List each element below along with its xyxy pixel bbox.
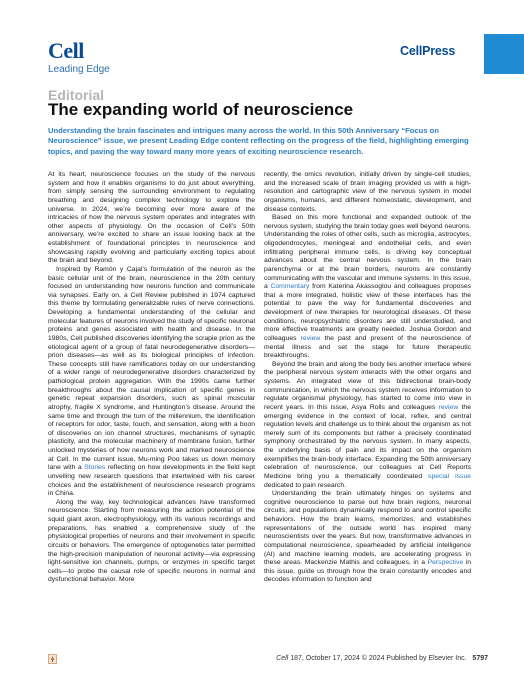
corner-tab	[484, 34, 524, 74]
paragraph: At its heart, neuroscience focuses on the study of the nervous system and how it enables organisms to do just about everything, from simply sensing the surrounding environment to regulating breathing and designing complex technology to explore the universe. In 2024, we’re becoming ever more aware of the intricacies of how the nervous system operates and integrates with other aspects of physiology. On the occasion of Cell’s 50th anniversary, we’re excited to share an issue looking back at the establishment of foundational principles in neuroscience and showcasing rapidly evolving and particularly exciting topics about the brain and beyond.	[48, 171, 255, 265]
paragraph-text: Understanding the brain ultimately hinges on systems and cognitive neuroscience to parse out how brain regions, neuronal circuits, and populations dynamically respond to and control specific behaviors. How the brain learns, memorizes, and establishes representations of the outside world has inspired many neuroscientists over the years. But now, transformative advances in computational neuroscience, spearheaded by artificial intelligence (AI) and machine learning models, are accelerating progress in these areas. Mackenzie Mathis and colleagues, in a	[264, 490, 471, 567]
paragraph-text: in this issue, guide us through how the brain constantly encodes and decodes information to function and	[264, 559, 472, 584]
review-link[interactable]: review	[438, 403, 459, 411]
paragraph	[264, 214, 471, 361]
commentary-link[interactable]: Commentary	[270, 283, 310, 291]
paragraph	[264, 490, 471, 585]
paragraph-text: dedicated to pain research.	[264, 481, 346, 489]
article-kicker: Editorial	[48, 87, 105, 103]
paragraph-text: Based on this more functional and expanded outlook of the nervous system, studying the brain today goes well beyond neurons. Understanding the roles of other cells, such as microglia, astrocytes, oligodendrocytes, meningeal and endothelial cells, and even infiltrating peripheral immune cells, is driving key conceptual advances about the central nervous system. In the brain parenchyma or at the brain borders, neurons are constantly communicating with the vascular and immune systems. In this issue, a	[264, 214, 471, 291]
left-column	[48, 171, 255, 585]
review-link[interactable]: review	[300, 334, 321, 342]
article-title: The expanding world of neuroscience	[48, 100, 354, 119]
section-label: Leading Edge	[48, 64, 110, 75]
journal-logo: Cell	[48, 38, 84, 63]
special-issue-link[interactable]: special issue	[428, 472, 471, 480]
paragraph	[48, 266, 255, 499]
paragraph-text: reflecting on how developments in the field kept unveiling new research questions that intertwined with his career choices and the establishment of neuroscience research programs in China.	[48, 464, 255, 498]
page-number: 5797	[472, 655, 488, 662]
publisher-logo: CellPress	[400, 44, 456, 58]
paragraph-text: from Katerina Akassoglou and colleagues proposes that a more integrated, holistic view of these interfaces has the potential to pave the way for fundamental discoveries and development of new therapies for neurological diseases. Of these conditions, neuropsychiatric disorders are still understudied, and more effective treatments are greatly needed. Joshua Gordon and colleagues	[264, 283, 472, 342]
paragraph: Along the way, key technological advances have transformed neuroscience. Starting from measuring the action potential of the squid giant axon, electrophysiology, with its various recordings and preparations, has enabled a comprehensive study of the physiological properties of neurons and their involvement in specific circuits or behaviors. The emergence of optogenetics later permitted the high-precision manipulation of neuronal activity—via expressing light-sensitive ion channels, pumps, or enzymes in specific target cells—to probe the causal role of specific neurons in normal and dysfunctional behavior. More	[48, 498, 255, 584]
page-footer	[48, 654, 488, 666]
right-column	[264, 171, 471, 585]
page-citation	[276, 655, 488, 662]
paragraph: recently, the omics revolution, initially driven by single-cell studies, and the increased scale of brain imaging provided us with a high-resolution and cartographic view of the nervous system in model organisms, humans, and different homeostatic, development, and disease contexts.	[264, 171, 471, 213]
paragraph-text: the past and present of the neuroscience of mental illness and set the stage for future therapeutic breakthroughs.	[264, 334, 472, 360]
paragraph-text: Inspired by Ramón y Cajal’s formulation of the neuron as the basic cellular unit of the brain, neuroscience in the 20th century focused on understanding how neurons function and communicate via synapses. Early on, a Cell Review published in 1974 captured this theme by formulating generalizable rules of nerve connections. Developing a fundamental understanding of the cellular and molecular features of neurons involved the study of specific neuronal proteins and genes associated with health and disease. In the 1980s, Cell published discoveries identifying the scrapie prion as the etiological agent of a group of fatal neurodegenerative disorders—prion diseases—as well as its biological principles of infection. These concepts still have ramifications today on our understanding of a wider range of neurodegenerative disorders characterized by pathological protein aggregation. With the 1990s came further breakthroughs about the causal implication of specific genes in genetic repeat expansion disorders, such as spinal muscular atrophy, fragile X syndrome, and Huntington’s disease. Around the same time and through the turn of the millennium, the identification of receptors for odor, taste, touch, and sensation, along with a boon of discoveries on ion channel structures, mechanisms of synaptic plasticity, and the molecular machinery of membrane fusion, further unlocked mysteries of how neurons work and marked neuroscience at Cell. In the current issue, Mu-ming Poo takes us down memory lane with a	[48, 265, 255, 472]
paragraph	[264, 361, 471, 490]
citation-text: 187, October 17, 2024 © 2024 Published by Elsevier Inc.	[290, 655, 467, 662]
paragraph-text: Beyond the brain and along the body lies another interface where the peripheral nervous system interacts with the other organs and systems. An integrated view of this bidirectional brain-body communication, in which the nervous system receives information to regulate organismal physiology, has started to come into view in recent years. In this issue, Asya Rolls and colleagues	[264, 360, 471, 411]
stories-link[interactable]: Stories	[84, 464, 106, 472]
elsevier-tree-icon	[48, 654, 57, 664]
perspective-link[interactable]: Perspective	[427, 559, 464, 567]
citation-journal: Cell	[276, 655, 289, 662]
paragraph-text: the emerging evidence in the context of local, reflex, and central regulation levels and challenge us to think about the organism as not merely sum of its components but rather a precisely coordinated symphony orchestrated by the nervous system. In many aspects, the underlying basis of pain and its impact on the organism exemplifies the brain-body interface. Expanding the 50th anniversary celebration of neuroscience, our colleagues at Cell Reports Medicine bring you a thematically coordinated	[264, 403, 471, 480]
article-lead: Understanding the brain fascinates and intrigues many across the world. In this 50th Anniversary “Focus on Neuroscience” issue, we present Leading Edge content reflecting on the progress of the field, highlighting emerging topics, and paving the way toward many more years of exciting neuroscience research.	[48, 126, 469, 156]
